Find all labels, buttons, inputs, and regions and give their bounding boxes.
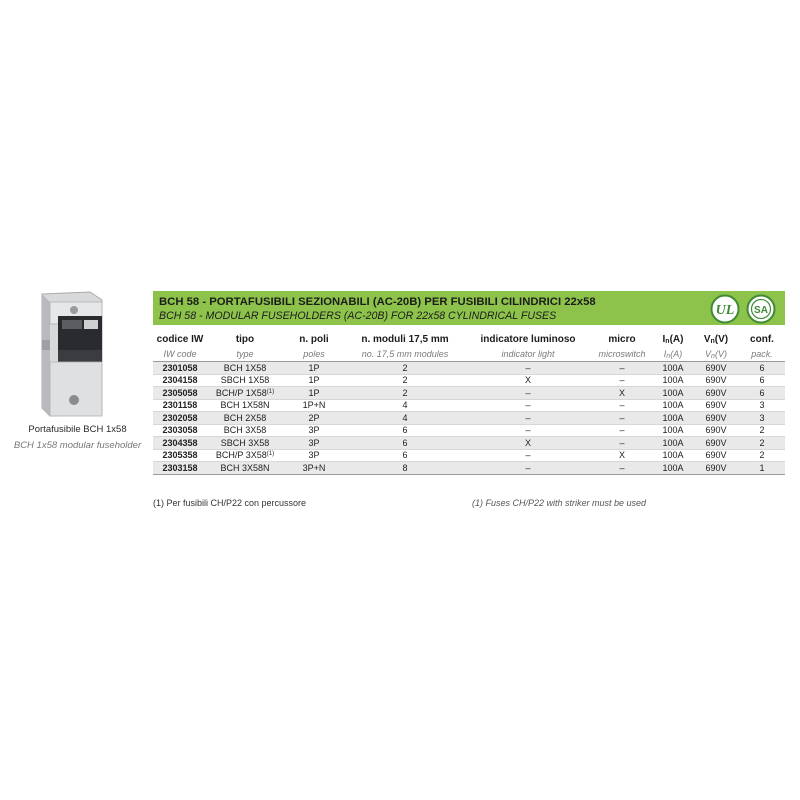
col-conf-en: pack. [739, 347, 785, 362]
csa-certification-logo [746, 294, 776, 324]
cell-in: 100A [653, 374, 693, 387]
cell-conf: 3 [739, 412, 785, 425]
cell-poles: 1P+N [283, 399, 345, 412]
cell-code: 2303058 [153, 424, 207, 437]
cell-poles: 1P [283, 387, 345, 400]
cell-code: 2302058 [153, 412, 207, 425]
cell-vn: 690V [693, 374, 739, 387]
cell-micro: – [591, 437, 653, 450]
ul-certification-logo [710, 294, 740, 324]
cell-modules: 8 [345, 462, 465, 475]
col-indicator-en: indicator light [465, 347, 591, 362]
product-caption: Portafusibile BCH 1x58 [28, 424, 127, 435]
cell-in: 100A [653, 399, 693, 412]
cell-micro: – [591, 462, 653, 475]
cell-in: 100A [653, 362, 693, 375]
cell-indicator: – [465, 399, 591, 412]
cell-indicator: – [465, 387, 591, 400]
table-row [153, 412, 785, 425]
cell-modules: 6 [345, 424, 465, 437]
cell-indicator: – [465, 424, 591, 437]
cell-code: 2301058 [153, 362, 207, 375]
cell-micro: – [591, 412, 653, 425]
table-row [153, 462, 785, 475]
cell-modules: 4 [345, 412, 465, 425]
cell-vn: 690V [693, 462, 739, 475]
product-table [153, 331, 785, 475]
cell-conf: 6 [739, 387, 785, 400]
cell-indicator: – [465, 449, 591, 462]
header-band [153, 291, 785, 325]
cell-micro: – [591, 374, 653, 387]
cell-micro: X [591, 387, 653, 400]
col-poles: n. poli [299, 333, 329, 345]
cell-vn: 690V [693, 437, 739, 450]
cell-type: SBCH 1X58 [207, 374, 283, 387]
table-row [153, 387, 785, 400]
cell-indicator: X [465, 437, 591, 450]
cell-conf: 2 [739, 424, 785, 437]
table-row [153, 424, 785, 437]
cell-conf: 1 [739, 462, 785, 475]
footnote-en: (1) Fuses CH/P22 with striker must be used [472, 498, 647, 508]
cell-modules: 2 [345, 387, 465, 400]
cell-poles: 3P+N [283, 462, 345, 475]
col-indicator: indicatore luminoso [480, 333, 576, 345]
col-type: tipo [235, 333, 255, 345]
cell-micro: X [591, 449, 653, 462]
cell-conf: 6 [739, 362, 785, 375]
cell-type: BCH 3X58 [207, 424, 283, 437]
cell-modules: 6 [345, 437, 465, 450]
cell-modules: 6 [345, 449, 465, 462]
col-modules-en: no. 17,5 mm modules [345, 347, 465, 362]
cell-type: BCH 1X58N [207, 399, 283, 412]
cell-code: 2304358 [153, 437, 207, 450]
cell-indicator: X [465, 374, 591, 387]
cell-code: 2305358 [153, 449, 207, 462]
col-poles-en: poles [283, 347, 345, 362]
cell-indicator: – [465, 462, 591, 475]
cell-type: BCH 2X58 [207, 412, 283, 425]
cell-vn: 690V [693, 399, 739, 412]
cell-type: BCH 1X58 [207, 362, 283, 375]
col-in-en: $I_n(A)$ [653, 347, 693, 362]
table-subheader-row [153, 347, 785, 362]
cell-code: 2304158 [153, 374, 207, 387]
cell-type: BCH/P 1X58$^{(1)}$ [207, 387, 283, 400]
svg-text:SA: SA [754, 305, 768, 316]
col-code: codice IW [156, 333, 204, 345]
col-modules: n. moduli 17,5 mm [361, 333, 449, 345]
cell-indicator: – [465, 362, 591, 375]
cell-modules: 2 [345, 362, 465, 375]
cell-type: BCH 3X58N [207, 462, 283, 475]
table-row [153, 437, 785, 450]
cell-vn: 690V [693, 412, 739, 425]
cell-code: 2301158 [153, 399, 207, 412]
cell-poles: 3P [283, 449, 345, 462]
table-row [153, 399, 785, 412]
cell-vn: 690V [693, 387, 739, 400]
cell-modules: 4 [345, 399, 465, 412]
cell-in: 100A [653, 437, 693, 450]
footnote-ref: (1) [266, 388, 275, 395]
svg-text:UL: UL [715, 303, 735, 318]
footnote-ref: (1) [266, 451, 275, 458]
cell-conf: 2 [739, 437, 785, 450]
cell-in: 100A [653, 462, 693, 475]
col-vn: $V_n(V)$ [703, 333, 729, 345]
cell-poles: 2P [283, 412, 345, 425]
col-vn-en: $V_n(V)$ [693, 347, 739, 362]
cell-in: 100A [653, 449, 693, 462]
cell-in: 100A [653, 412, 693, 425]
cell-modules: 2 [345, 374, 465, 387]
cell-micro: – [591, 362, 653, 375]
col-conf: conf. [750, 333, 774, 345]
table-row [153, 449, 785, 462]
cell-poles: 3P [283, 437, 345, 450]
col-type-en: type [207, 347, 283, 362]
cell-conf: 2 [739, 449, 785, 462]
page-title: BCH 58 - PORTAFUSIBILI SEZIONABILI (AC-20B) PER FUSIBILI CILINDRICI 22x58 [159, 296, 596, 308]
footnote-it: (1) Per fusibili CH/P22 con percussore [153, 498, 307, 508]
col-in: $I_n(A)$ [662, 333, 684, 345]
cell-poles: 3P [283, 424, 345, 437]
cell-vn: 690V [693, 449, 739, 462]
cell-type: BCH/P 3X58$^{(1)}$ [207, 449, 283, 462]
col-micro-en: microswitch [591, 347, 653, 362]
cell-vn: 690V [693, 424, 739, 437]
col-micro: micro [608, 333, 636, 345]
table-row [153, 374, 785, 387]
table-row [153, 362, 785, 375]
cell-in: 100A [653, 424, 693, 437]
fuseholder-product-image [28, 290, 112, 418]
cell-type: SBCH 3X58 [207, 437, 283, 450]
cell-micro: – [591, 399, 653, 412]
cell-conf: 6 [739, 374, 785, 387]
cell-in: 100A [653, 387, 693, 400]
cell-micro: – [591, 424, 653, 437]
cell-poles: 1P [283, 362, 345, 375]
cell-conf: 3 [739, 399, 785, 412]
page-subtitle: BCH 58 - MODULAR FUSEHOLDERS (AC-20B) FOR 22x58 CYLINDRICAL FUSES [159, 310, 557, 322]
cell-vn: 690V [693, 362, 739, 375]
col-code-en: IW code [153, 347, 207, 362]
cell-code: 2305058 [153, 387, 207, 400]
cell-code: 2303158 [153, 462, 207, 475]
cell-poles: 1P [283, 374, 345, 387]
table-header-row [153, 331, 785, 347]
cell-indicator: – [465, 412, 591, 425]
product-caption-en: BCH 1x58 modular fuseholder [13, 440, 142, 451]
